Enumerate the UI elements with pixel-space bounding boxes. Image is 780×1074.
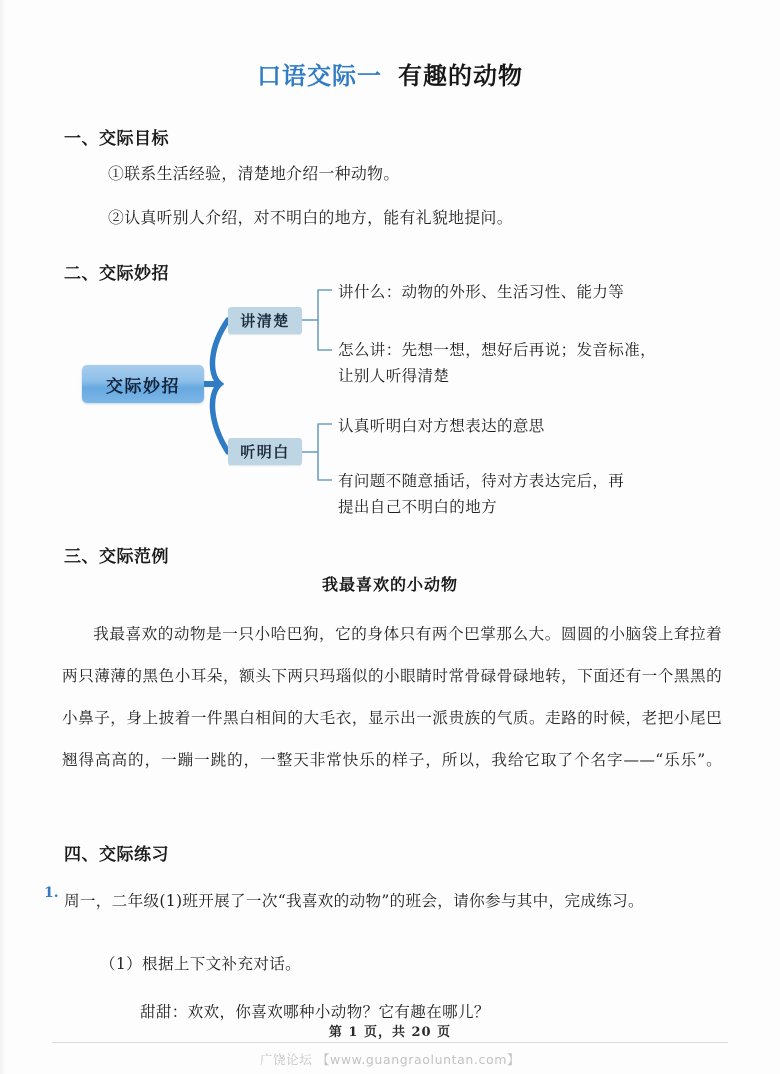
example-essay-title: 我最喜欢的小动物: [321, 575, 458, 594]
watermark-url: 【www.guangraoluntan.com】: [316, 1052, 521, 1067]
mindmap-leaf-speak-how-line1: 怎么讲：先想一想，想好后再说；发音标准，: [338, 341, 657, 359]
goal-item-2: ②认真听别人介绍，对不明白的地方，能有礼貌地提问。: [108, 208, 513, 227]
exercise-dialogue-line: 甜甜：欢欢，你喜欢哪种小动物？它有趣在哪儿？: [140, 1003, 490, 1021]
mindmap-leaf-listen-wait-line2: 提出自己不明白的地方: [338, 498, 498, 516]
section-heading-practice: 四、交际练习: [64, 845, 169, 865]
footer-divider: [52, 1042, 728, 1043]
exercise-sub-item: （1）根据上下文补充对话。: [100, 955, 302, 973]
mindmap-leaf-listen-wait-line1: 有问题不随意插话，待对方表达完后，再: [338, 472, 625, 490]
mindmap-diagram: [60, 278, 720, 518]
page-title-topic: 有趣的动物: [398, 61, 523, 90]
section-heading-tips: 二、交际妙招: [64, 264, 169, 284]
mindmap-leaf-listen-wait: [338, 468, 624, 520]
exercise-question: 周一，二年级(1)班开展了一次“我喜欢的动物”的班会，请你参与其中，完成练习。: [64, 892, 644, 910]
goal-item-1: ①联系生活经验，清楚地介绍一种动物。: [108, 164, 400, 183]
mindmap-leaf-listen-meaning: 认真听明白对方想表达的意思: [338, 417, 545, 435]
mindmap-leaf-speak-how-line2: 让别人听得清楚: [338, 367, 450, 385]
mindmap-root-node: 交际妙招: [82, 365, 204, 403]
page-title: [0, 56, 780, 91]
mindmap-branch-node-speak-clearly: 讲清楚: [228, 307, 302, 334]
mindmap-leaf-speak-what: 讲什么：动物的外形、生活习性、能力等: [338, 283, 625, 301]
mindmap-branch-node-listen-clearly: 听明白: [228, 438, 302, 465]
section-heading-example: 三、交际范例: [64, 547, 169, 567]
watermark-site-name: 广饶论坛: [259, 1052, 313, 1067]
example-essay-body: 我最喜欢的动物是一只小哈巴狗，它的身体只有两个巴掌那么大。圆圆的小脑袋上耷拉着两只薄薄的黑色小耳朵，额头下两只玛瑙似的小眼睛时常骨碌骨碌地转，下面还有一个黑黑的小鼻子，身上披着一件黑白相间的大毛衣，显示出一派贵族的气质。走路的时候，老把小尾巴翘得高高的，一蹦一跳的，一整天非常快乐的样子，所以，我给它取了个名字——“乐乐”。: [62, 625, 722, 769]
page-title-lesson: 口语交际一: [257, 61, 382, 90]
mindmap-leaf-speak-how: [338, 337, 656, 389]
exercise-number: 1.: [44, 885, 59, 901]
page-edge-shadow: [0, 0, 6, 1074]
watermark: [0, 1050, 780, 1068]
page-footer: 第 1 页，共 20 页: [328, 1025, 452, 1040]
section-heading-goals: 一、交际目标: [64, 129, 169, 149]
